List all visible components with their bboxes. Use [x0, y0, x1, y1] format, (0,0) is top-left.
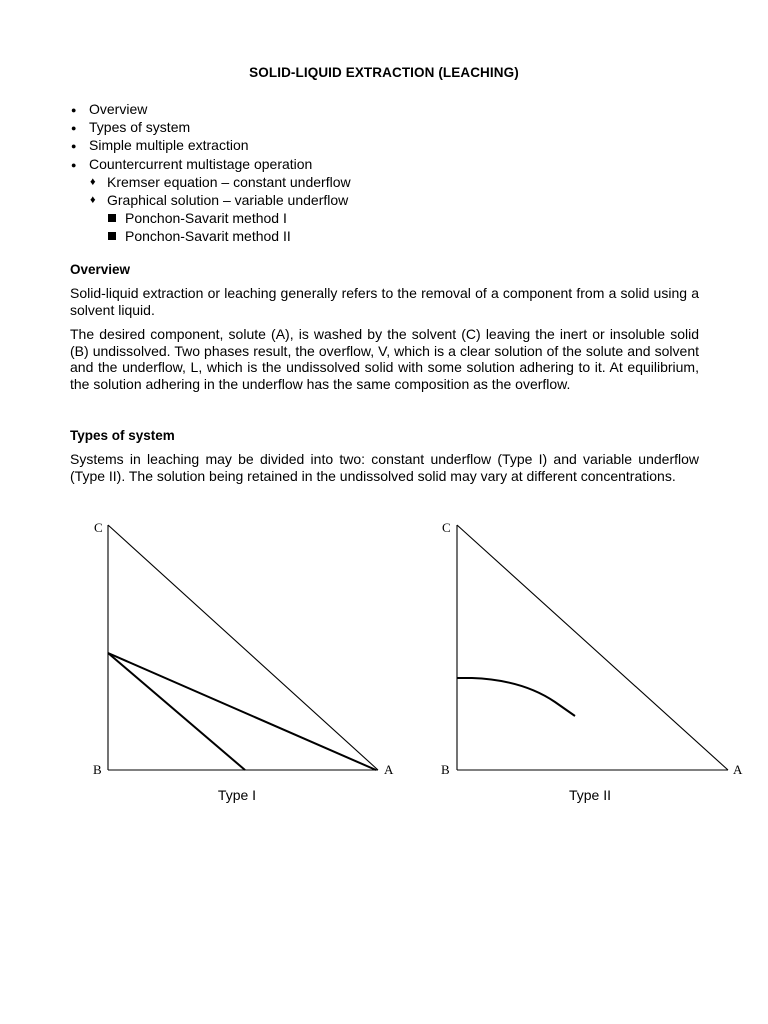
underflow-line [108, 653, 245, 770]
overview-paragraph-1: Solid-liquid extraction or leaching generally refers to the removal of a component from a solid using a solvent liquid. [70, 285, 699, 318]
vertex-label-a: A [733, 762, 743, 777]
bullet-dot-icon: ● [71, 159, 77, 170]
underflow-curve [457, 678, 575, 716]
bullet-diamond-icon: ♦ [90, 193, 96, 206]
type-2-diagram [441, 520, 743, 803]
outline-item: ● Types of system [70, 118, 710, 136]
type-1-diagram [93, 520, 394, 803]
vertex-label-b: B [441, 762, 450, 777]
underflow-line [108, 653, 376, 770]
vertex-label-c: C [94, 520, 103, 535]
types-paragraph: Systems in leaching may be divided into two: constant underflow (Type I) and variable underflow (Type II). The solution being retained in the undissolved solid may vary at different concentrations. [70, 451, 699, 484]
diagram-caption: Type I [217, 787, 257, 803]
outline-subsubitem: Ponchon-Savarit method II [70, 227, 710, 245]
vertex-label-c: C [442, 520, 451, 535]
triangle-hypotenuse [108, 525, 378, 770]
overview-heading: Overview [70, 262, 131, 277]
outline-subsubitem: Ponchon-Savarit method I [70, 209, 710, 227]
bullet-dot-icon: ● [71, 141, 77, 152]
outline-item: ● Overview [70, 100, 710, 118]
vertex-label-b: B [93, 762, 102, 777]
diagram-caption: Type II [568, 787, 612, 803]
bullet-dot-icon: ● [71, 105, 77, 115]
bullet-diamond-icon: ♦ [90, 175, 96, 188]
outline-subitem: ♦ Graphical solution – variable underflow [90, 191, 349, 208]
triangle-hypotenuse [457, 525, 728, 770]
overview-paragraph-2: The desired component, solute (A), is washed by the solvent (C) leaving the inert or insoluble solid (B) undissolved. Two phases result, the overflow, V, which is a clear solution of the solute and solvent and the underflow, L, which is the undissolved solid with some solution adhering to it. At equilibrium, the solution adhering in the underflow has the same composition as the overflow. [70, 326, 699, 393]
types-heading: Types of system [70, 428, 175, 443]
document-title: SOLID-LIQUID EXTRACTION (LEACHING) [249, 65, 519, 80]
outline-item: ● Countercurrent multistage operation [70, 155, 710, 173]
outline-subitem: ♦ Kremser equation – constant underflow [90, 173, 351, 190]
bullet-dot-icon: ● [71, 123, 77, 134]
outline-item: ● Simple multiple extraction [70, 136, 710, 154]
vertex-label-a: A [384, 762, 394, 777]
